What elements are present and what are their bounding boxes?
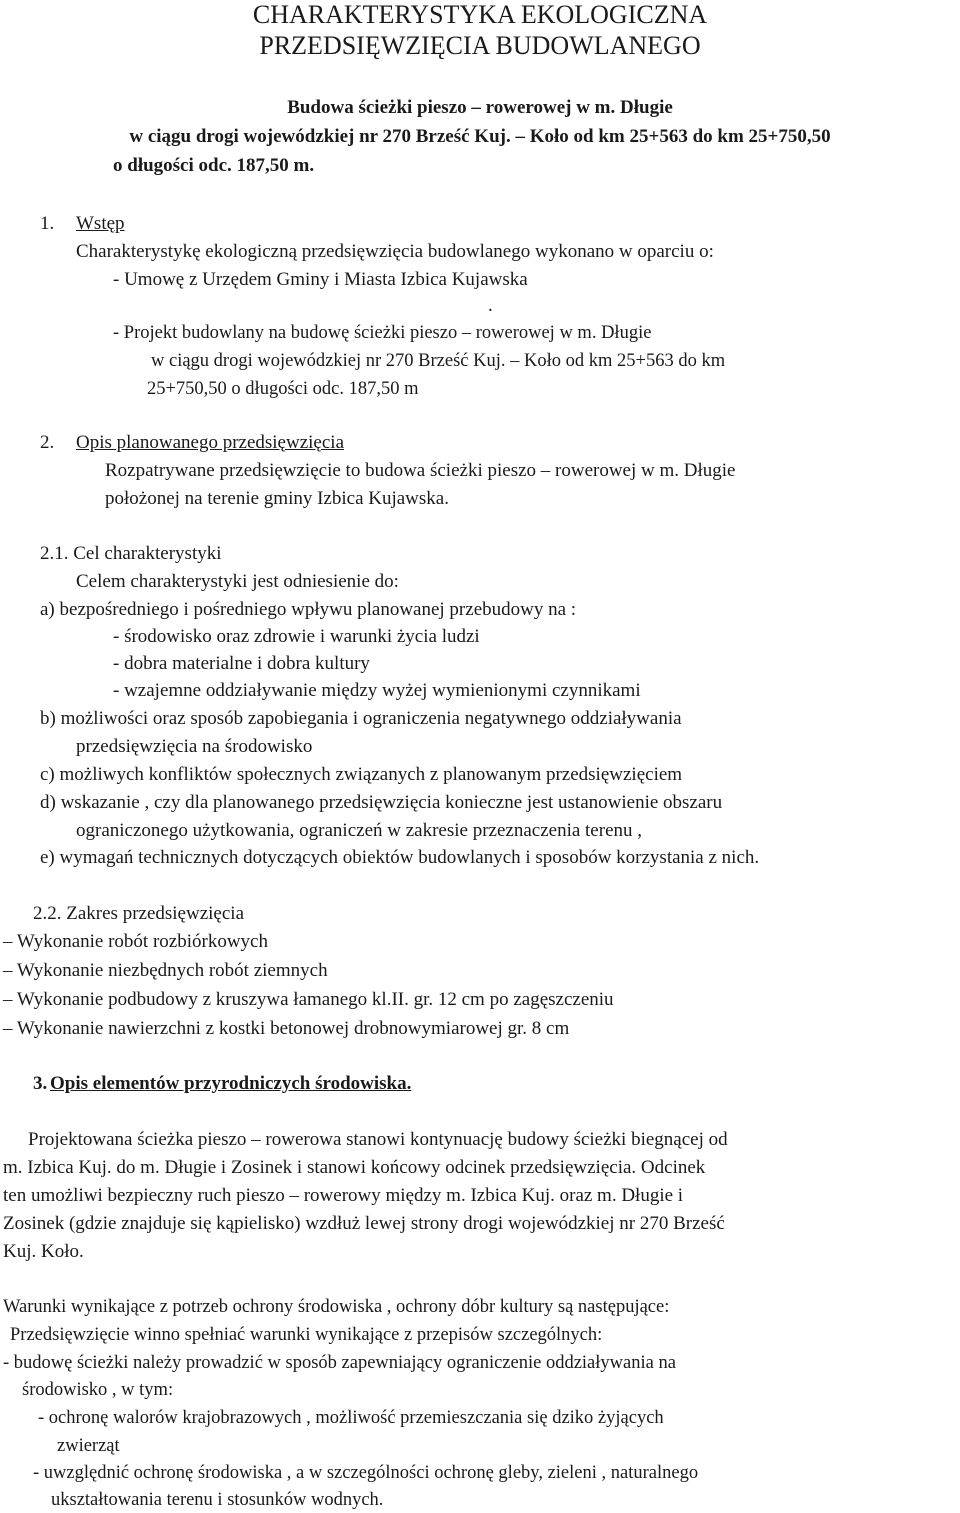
section21-item-a3: - wzajemne oddziaływanie między wyżej wymienionymi czynnikami [113,680,641,701]
section1-dot: . [488,295,493,316]
section3-p1-line3: ten umożliwi bezpieczny ruch pieszo – rowerowy między m. Izbica Kuj. oraz m. Długie i [3,1185,684,1206]
section21-item-b-line2: przedsięwzięcia na środowisko [76,736,313,757]
section21-item-a: a) bezpośredniego i pośredniego wpływu planowanej przebudowy na : [40,599,577,620]
section3-p2-line2: Przedsięwzięcie winno spełniać warunki wynikające z przepisów szczególnych: [10,1325,603,1345]
section3-p1-line1: Projektowana ścieżka pieszo – rowerowa stanowi kontynuację budowy ścieżki biegnącej od [28,1129,728,1150]
section22-item-earthworks: – Wykonanie niezbędnych robót ziemnych [3,960,328,981]
section2-text-line2: położonej na terenie gminy Izbica Kujawska. [105,488,449,509]
section22-item-surface: – Wykonanie nawierzchni z kostki betonowej drobnowymiarowej gr. 8 cm [3,1018,570,1039]
subtitle-line2: w ciągu drogi wojewódzkiej nr 270 Brześć Kuj. – Koło od km 25+563 do km 25+750,50 [129,126,831,147]
section22-item-subbase: – Wykonanie podbudowy z kruszywa łamanego kl.II. gr. 12 cm po zagęszczeniu [3,989,614,1010]
section1-heading: Wstęp [76,213,125,234]
section1-number: 1. [40,213,55,234]
section1-item-project-line2: w ciągu drogi wojewódzkiej nr 270 Brześć Kuj. – Koło od km 25+563 do km [151,351,726,371]
section1-item-project-line1: - Projekt budowlany na budowę ścieżki pieszo – rowerowej w m. Długie [113,323,652,343]
section2-text-line1: Rozpatrywane przedsięwzięcie to budowa ścieżki pieszo – rowerowej w m. Długie [105,460,736,481]
section21-item-b-line1: b) możliwości oraz sposób zapobiegania i ograniczenia negatywnego oddziaływania [40,708,682,729]
section3-number: 3. [33,1073,48,1094]
section3-p2-line8: ukształtowania terenu i stosunków wodnych. [51,1490,384,1510]
section3-p2-line6: zwierząt [57,1436,120,1456]
section2-number: 2. [40,432,55,453]
section3-p1-line2: m. Izbica Kuj. do m. Długie i Zosinek i stanowi końcowy odcinek przedsięwzięcia. Odcinek [3,1157,706,1178]
section2-heading: Opis planowanego przedsięwzięcia [76,432,345,453]
section21-intro: Celem charakterystyki jest odniesienie do: [76,571,399,592]
section3-p2-line1: Warunki wynikające z potrzeb ochrony środowiska , ochrony dóbr kultury są następujące: [3,1297,670,1317]
subtitle-line3: o długości odc. 187,50 m. [113,155,315,176]
section21-item-c: c) możliwych konfliktów społecznych związanych z planowanym przedsięwzięciem [40,764,683,785]
section3-p2-line7: - uwzględnić ochronę środowiska , a w szczególności ochronę gleby, zieleni , naturalnego [33,1463,699,1483]
section21-item-a1: - środowisko oraz zdrowie i warunki życia ludzi [113,626,480,647]
section3-p2-line5: - ochronę walorów krajobrazowych , możliwość przemieszczania się dziko żyjących [38,1408,664,1428]
section3-p2-line3: - budowę ścieżki należy prowadzić w sposób zapewniający ograniczenie oddziaływania na [3,1353,676,1373]
section1-intro: Charakterystykę ekologiczną przedsięwzięcia budowlanego wykonano w oparciu o: [76,241,714,262]
section21-item-a2: - dobra materialne i dobra kultury [113,653,370,674]
document-title-line1: CHARAKTERYSTYKA EKOLOGICZNA [252,0,708,29]
section3-p1-line4: Zosinek (gdzie znajduje się kąpielisko) wzdłuż lewej strony drogi wojewódzkiej nr 270 Brześć [3,1213,725,1234]
section21-item-d-line1: d) wskazanie , czy dla planowanego przedsięwzięcia konieczne jest ustanowienie obszaru [40,792,723,813]
section1-item-contract: - Umowę z Urzędem Gminy i Miasta Izbica Kujawska [113,269,528,290]
section22-item-demolition: – Wykonanie robót rozbiórkowych [3,931,268,952]
section21-heading: 2.1. Cel charakterystyki [40,543,222,564]
section22-heading: 2.2. Zakres przedsięwzięcia [33,903,245,924]
section21-item-d-line2: ograniczonego użytkowania, ograniczeń w zakresie przeznaczenia terenu , [76,820,643,841]
section3-p2-line4: środowisko , w tym: [22,1380,174,1400]
section21-item-e: e) wymagań technicznych dotyczących obiektów budowlanych i sposobów korzystania z nich. [40,847,760,868]
section3-heading: Opis elementów przyrodniczych środowiska. [50,1073,412,1094]
section1-item-project-line3: 25+750,50 o długości odc. 187,50 m [147,379,419,399]
subtitle-line1: Budowa ścieżki pieszo – rowerowej w m. Długie [287,97,673,118]
document-title-line2: PRZEDSIĘWZIĘCIA BUDOWLANEGO [259,31,701,60]
section3-p1-line5: Kuj. Koło. [3,1241,84,1262]
